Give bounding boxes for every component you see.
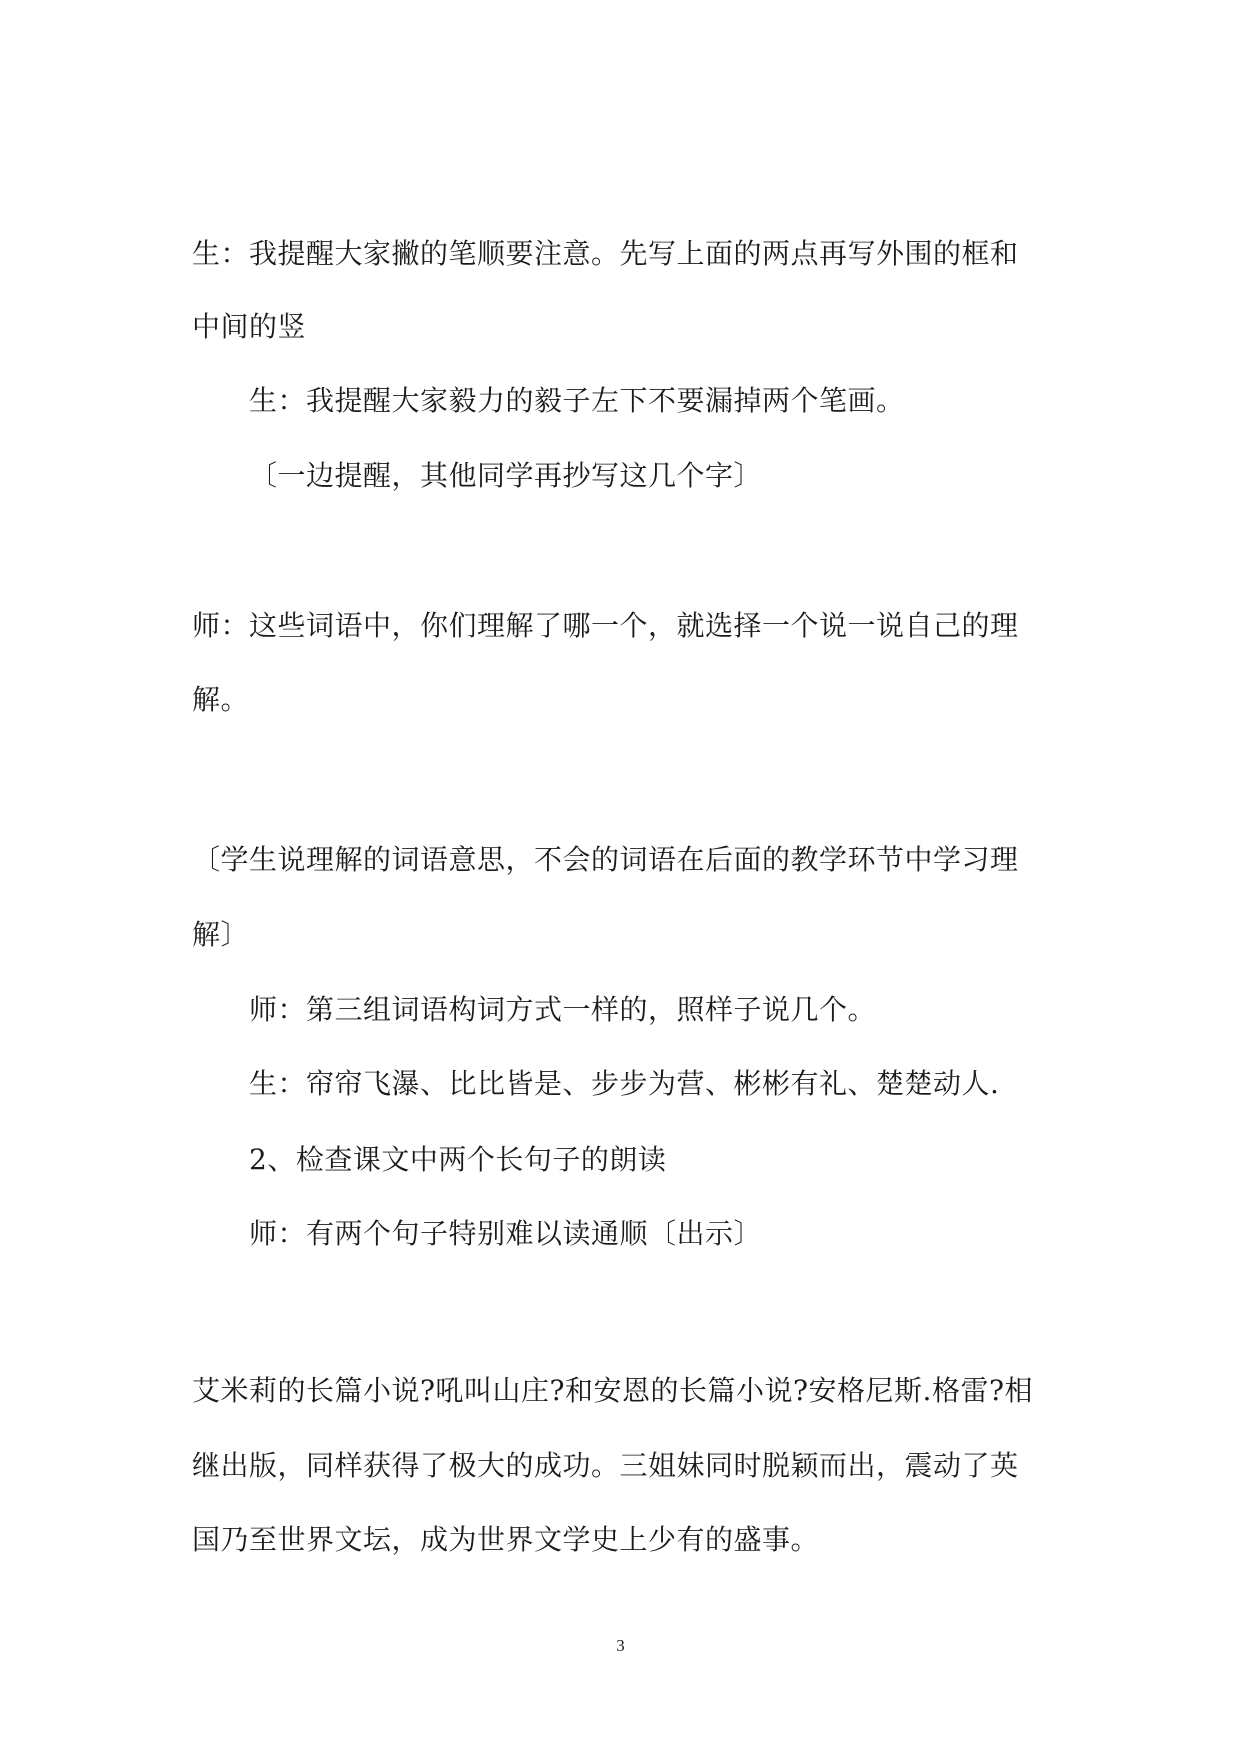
text-line: 〔学生说理解的词语意思，不会的词语在后面的教学环节中学习理 (192, 843, 1019, 876)
text-line: 生：帘帘飞瀑、比比皆是、步步为营、彬彬有礼、楚楚动人. (249, 1067, 1000, 1100)
text-line: 解。 (192, 683, 250, 716)
text-line: 2、检查课文中两个长句子的朗读 (249, 1143, 667, 1176)
text-line: 师：这些词语中，你们理解了哪一个，就选择一个说一说自己的理 (192, 609, 1019, 642)
text-line: 中间的竖 (192, 310, 307, 343)
page-number: 3 (616, 1636, 625, 1655)
text-line: 生：我提醒大家撇的笔顺要注意。先写上面的两点再写外围的框和 (192, 237, 1019, 270)
text-line: 师：第三组词语构词方式一样的，照样子说几个。 (249, 993, 877, 1026)
text-line: 继出版，同样获得了极大的成功。三姐妹同时脱颖而出，震动了英 (192, 1449, 1019, 1482)
text-line: 解〕 (192, 918, 250, 951)
text-line: 国乃至世界文坛，成为世界文学史上少有的盛事。 (192, 1523, 820, 1556)
text-line: 生：我提醒大家毅力的毅子左下不要漏掉两个笔画。 (249, 384, 905, 417)
text-line: 艾米莉的长篇小说?吼叫山庄?和安恩的长篇小说?安格尼斯.格雷?相 (192, 1374, 1033, 1407)
text-line: 〔一边提醒，其他同学再抄写这几个字〕 (249, 459, 763, 492)
text-line: 师：有两个句子特别难以读通顺〔出示〕 (249, 1217, 763, 1250)
